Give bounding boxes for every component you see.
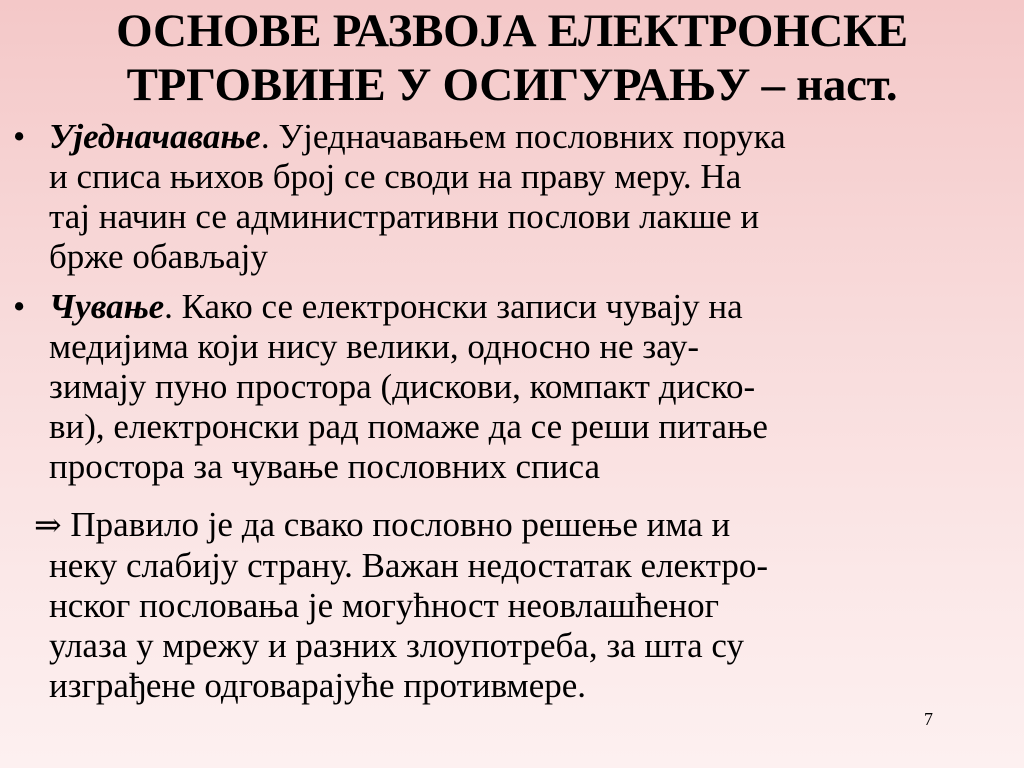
note-line: нског пословања је могућност неовлашћеног bbox=[49, 586, 719, 625]
bullet-item-standardization bbox=[0, 117, 1024, 277]
note-text: Правило је да свако пословно решење има и bbox=[61, 505, 731, 544]
bullet-line: и списа њихов број се своди на праву меру. На bbox=[49, 157, 742, 196]
slide-body bbox=[0, 117, 1024, 706]
note-line bbox=[34, 505, 1024, 546]
bullet-line: медијима који нису велики, односно не зау- bbox=[49, 327, 700, 366]
title-line-1: ОСНОВЕ РАЗВОЈА ЕЛЕКТРОНСКЕ bbox=[116, 5, 908, 57]
bullet-icon: • bbox=[13, 287, 26, 326]
implies-arrow-icon: ⇒ bbox=[34, 508, 62, 544]
bullet-text: . Уједначавањем пословних порука bbox=[260, 117, 786, 156]
bullet-line: зимају пуно простора (дискови, компакт диско- bbox=[49, 367, 756, 406]
bullet-text: . Како се електронски записи чувају на bbox=[164, 287, 743, 326]
conclusion-note bbox=[0, 505, 1024, 706]
bullet-line: ви), електронски рад помаже да се реши питање bbox=[49, 407, 768, 446]
page-number: 7 bbox=[924, 709, 933, 729]
bullet-line bbox=[49, 287, 1024, 327]
bullet-line: простора за чување пословних списа bbox=[49, 447, 600, 486]
bullet-item-storage bbox=[0, 287, 1024, 487]
title-line-2: ТРГОВИНЕ У ОСИГУРАЊУ – наст. bbox=[126, 59, 898, 111]
note-line: улаза у мрежу и разних злоупотреба, за шта су bbox=[49, 626, 744, 665]
bullet-line: тај начин се административни послови лакше и bbox=[49, 197, 760, 236]
bullet-line: брже обављају bbox=[49, 237, 268, 276]
bullet-icon: • bbox=[13, 117, 26, 156]
bullet-line bbox=[49, 117, 1024, 157]
note-line: неку слабију страну. Важан недостатак електро- bbox=[49, 546, 769, 585]
note-line: изграђене одговарајуће противмере. bbox=[49, 666, 587, 705]
bullet-term: Чување bbox=[49, 287, 165, 326]
slide-title bbox=[0, 4, 1024, 112]
bullet-term: Уједначавање bbox=[49, 117, 261, 156]
